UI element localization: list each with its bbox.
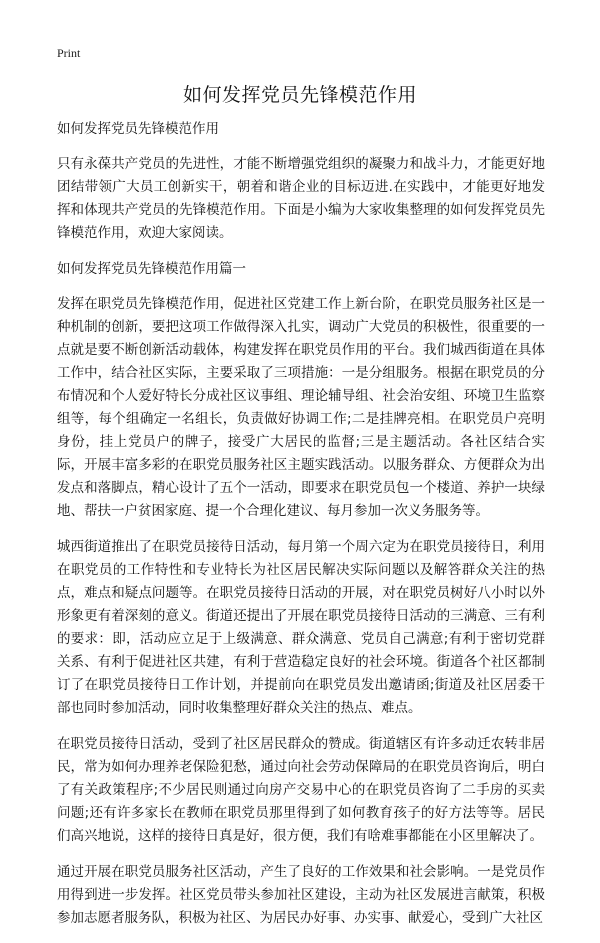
article-body (57, 118, 545, 943)
print-link[interactable]: Print (57, 46, 81, 60)
page-title: 如何发挥党员先锋模范作用 (182, 84, 417, 106)
body-paragraph: 城西街道推出了在职党员接待日活动，每月第一个周六定为在职党员接待日，利用在职党员的工作特性和专业特长为社区居民解决实际问题以及解答群众关注的热点，难点和疑点问题等。在职党员接待日活动的开展，对在职党员树好八小时以外形象更有着深刻的意义。街道还提出了开展在职党员接待日活动的三满意、三有利的要求：即，活动应立足于上级满意、群众满意、党员自己满意;有利于密切党群关系、有利于促进社区共建，有利于营造稳定良好的社会环境。街道各个社区都制订了在职党员接待日工作计划，并提前向在职党员发出邀请函;街道及社区居委干部也同时参加活动，同时收集整理好群众关注的热点、难点。 (57, 539, 545, 716)
body-paragraph: 发挥在职党员先锋模范作用，促进社区党建工作上新台阶，在职党员服务社区是一种机制的创新，要把这项工作做得深入扎实，调动广大党员的积极性，很重要的一点就是要不断创新活动载体，构建发挥在职党员作用的平台。我们城西街道在具体工作中，结合社区实际，主要采取了三项措施：一是分组服务。根据在职党员的分布情况和个人爱好特长分成社区议事组、理论辅导组、社会治安组、环境卫生监察组等，每个组确定一名组长，负责做好协调工作;二是挂牌亮相。在职党员户亮明身份，挂上党员户的牌子，接受广大居民的监督;三是主题活动。各社区结合实际，开展丰富多彩的在职党员服务社区主题实践活动。以服务群众、方便群众为出发点和落脚点，精心设计了五个一活动，即要求在职党员包一个楼道、养护一块绿地、帮扶一户贫困家庭、提一个合理化建议、每月参加一次义务服务等。 (57, 296, 545, 519)
intro-paragraph: 只有永葆共产党员的先进性，才能不断增强党组织的凝聚力和战斗力，才能更好地团结带领广大员工创新实干，朝着和谐企业的目标迈进.在实践中，才能更好地发挥和体现共产党员的先锋模范作用。下面是小编为大家收集整理的如何发挥党员先锋模范作用，欢迎大家阅读。 (57, 156, 545, 241)
body-paragraph: 在职党员接待日活动，受到了社区居民群众的赞成。街道辖区有许多动迁农转非居民，常为如何办理养老保险犯愁，通过向社会劳动保障局的在职党员咨询后，明白了有关政策程序;不少居民则通过向房产交易中心的在职党员咨询了二手房的买卖问题;还有许多家长在教师在职党员那里得到了如何教育孩子的好方法等等。居民们高兴地说，这样的接待日真是好，很方便，我们有啥难事都能在小区里解决了。 (57, 736, 545, 844)
article-subtitle: 如何发挥党员先锋模范作用 (57, 121, 219, 137)
section-heading: 如何发挥党员先锋模范作用篇一 (57, 261, 246, 277)
body-paragraph: 通过开展在职党员服务社区活动，产生了良好的工作效果和社会影响。一是党员作用得到进一步发挥。社区党员带头参加社区建设，主动为社区发展进言献策，积极参加志愿者服务队，积极为社区、为居民办好事、办实事、献爱心，受到广大社区 (57, 864, 545, 926)
